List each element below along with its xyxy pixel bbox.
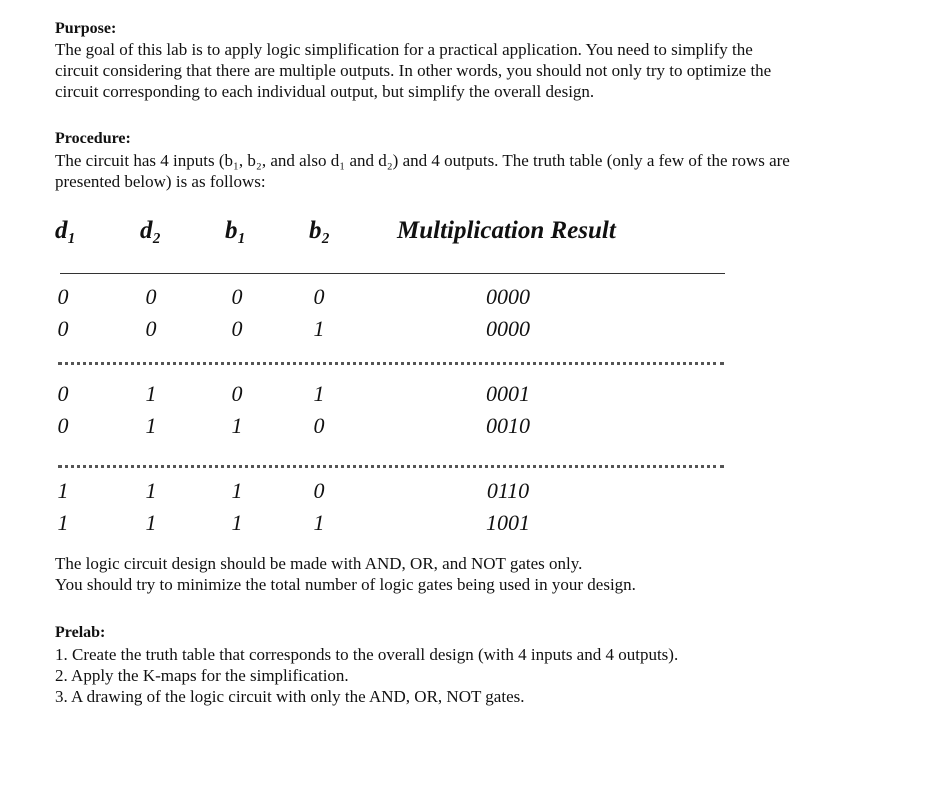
table-row xyxy=(0,413,938,439)
header-b2: b₂ xyxy=(309,217,331,244)
cell-b1: 0 xyxy=(231,284,243,309)
cell-b2: 0 xyxy=(313,284,325,309)
cell-b1: 0 xyxy=(231,316,243,341)
ellipsis-divider xyxy=(58,362,724,365)
cell-d2: 1 xyxy=(145,510,157,535)
procedure-text xyxy=(55,150,905,192)
cell-d1: 0 xyxy=(57,413,69,438)
prelab-item: 2. Apply the K-maps for the simplification. xyxy=(55,666,349,685)
purpose-line: circuit considering that there are multiple outputs. In other words, you should not only try to optimize the xyxy=(55,61,772,80)
cell-b1: 1 xyxy=(231,478,243,503)
purpose-line: circuit corresponding to each individual output, but simplify the overall design. xyxy=(55,82,595,101)
cell-d1: 0 xyxy=(57,381,69,406)
table-row xyxy=(0,510,938,536)
cell-result: 0110 xyxy=(486,478,530,503)
header-result: Multiplication Result xyxy=(397,217,616,244)
table-row xyxy=(0,284,938,310)
cell-d2: 1 xyxy=(145,381,157,406)
cell-result: 1001 xyxy=(486,510,530,535)
table-row xyxy=(0,381,938,407)
cell-b2: 1 xyxy=(313,510,325,535)
prelab-list xyxy=(55,644,905,707)
table-row xyxy=(0,478,938,504)
procedure-line: presented below) is as follows: xyxy=(55,172,266,191)
cell-d1: 0 xyxy=(57,284,69,309)
cell-result: 0000 xyxy=(486,284,530,309)
cell-result: 0001 xyxy=(486,381,530,406)
prelab-heading: Prelab: xyxy=(55,624,106,641)
design-notes xyxy=(55,553,905,595)
cell-b1: 1 xyxy=(231,510,243,535)
cell-b1: 0 xyxy=(231,381,243,406)
ellipsis-divider xyxy=(58,465,724,468)
cell-d1: 0 xyxy=(57,316,69,341)
purpose-heading: Purpose: xyxy=(55,20,117,37)
cell-b2: 1 xyxy=(313,381,325,406)
cell-d1: 1 xyxy=(57,478,69,503)
cell-b2: 0 xyxy=(313,478,325,503)
prelab-item: 1. Create the truth table that corresponds to the overall design (with 4 inputs and 4 outputs). xyxy=(55,645,679,664)
cell-d1: 1 xyxy=(57,510,69,535)
cell-result: 0010 xyxy=(486,413,530,438)
purpose-text xyxy=(55,39,905,102)
header-d2: d₂ xyxy=(140,217,162,244)
note-line: The logic circuit design should be made with AND, OR, and NOT gates only. xyxy=(55,554,583,573)
procedure-heading: Procedure: xyxy=(55,130,131,147)
procedure-line: The circuit has 4 inputs (b₁, b₂, and also d₁ and d₂) and 4 outputs. The truth table (only a few of the rows are xyxy=(55,151,790,170)
cell-result: 0000 xyxy=(486,316,530,341)
cell-d2: 0 xyxy=(145,284,157,309)
cell-b2: 0 xyxy=(313,413,325,438)
prelab-item: 3. A drawing of the logic circuit with only the AND, OR, NOT gates. xyxy=(55,687,525,706)
header-rule xyxy=(60,273,725,274)
cell-d2: 0 xyxy=(145,316,157,341)
purpose-line: The goal of this lab is to apply logic simplification for a practical application. You need to simplify the xyxy=(55,40,753,59)
note-line: You should try to minimize the total number of logic gates being used in your design. xyxy=(55,575,636,594)
header-b1: b₁ xyxy=(225,217,247,244)
cell-d2: 1 xyxy=(145,413,157,438)
cell-d2: 1 xyxy=(145,478,157,503)
table-row xyxy=(0,316,938,342)
cell-b2: 1 xyxy=(313,316,325,341)
header-d1: d₁ xyxy=(55,217,77,244)
cell-b1: 1 xyxy=(231,413,243,438)
